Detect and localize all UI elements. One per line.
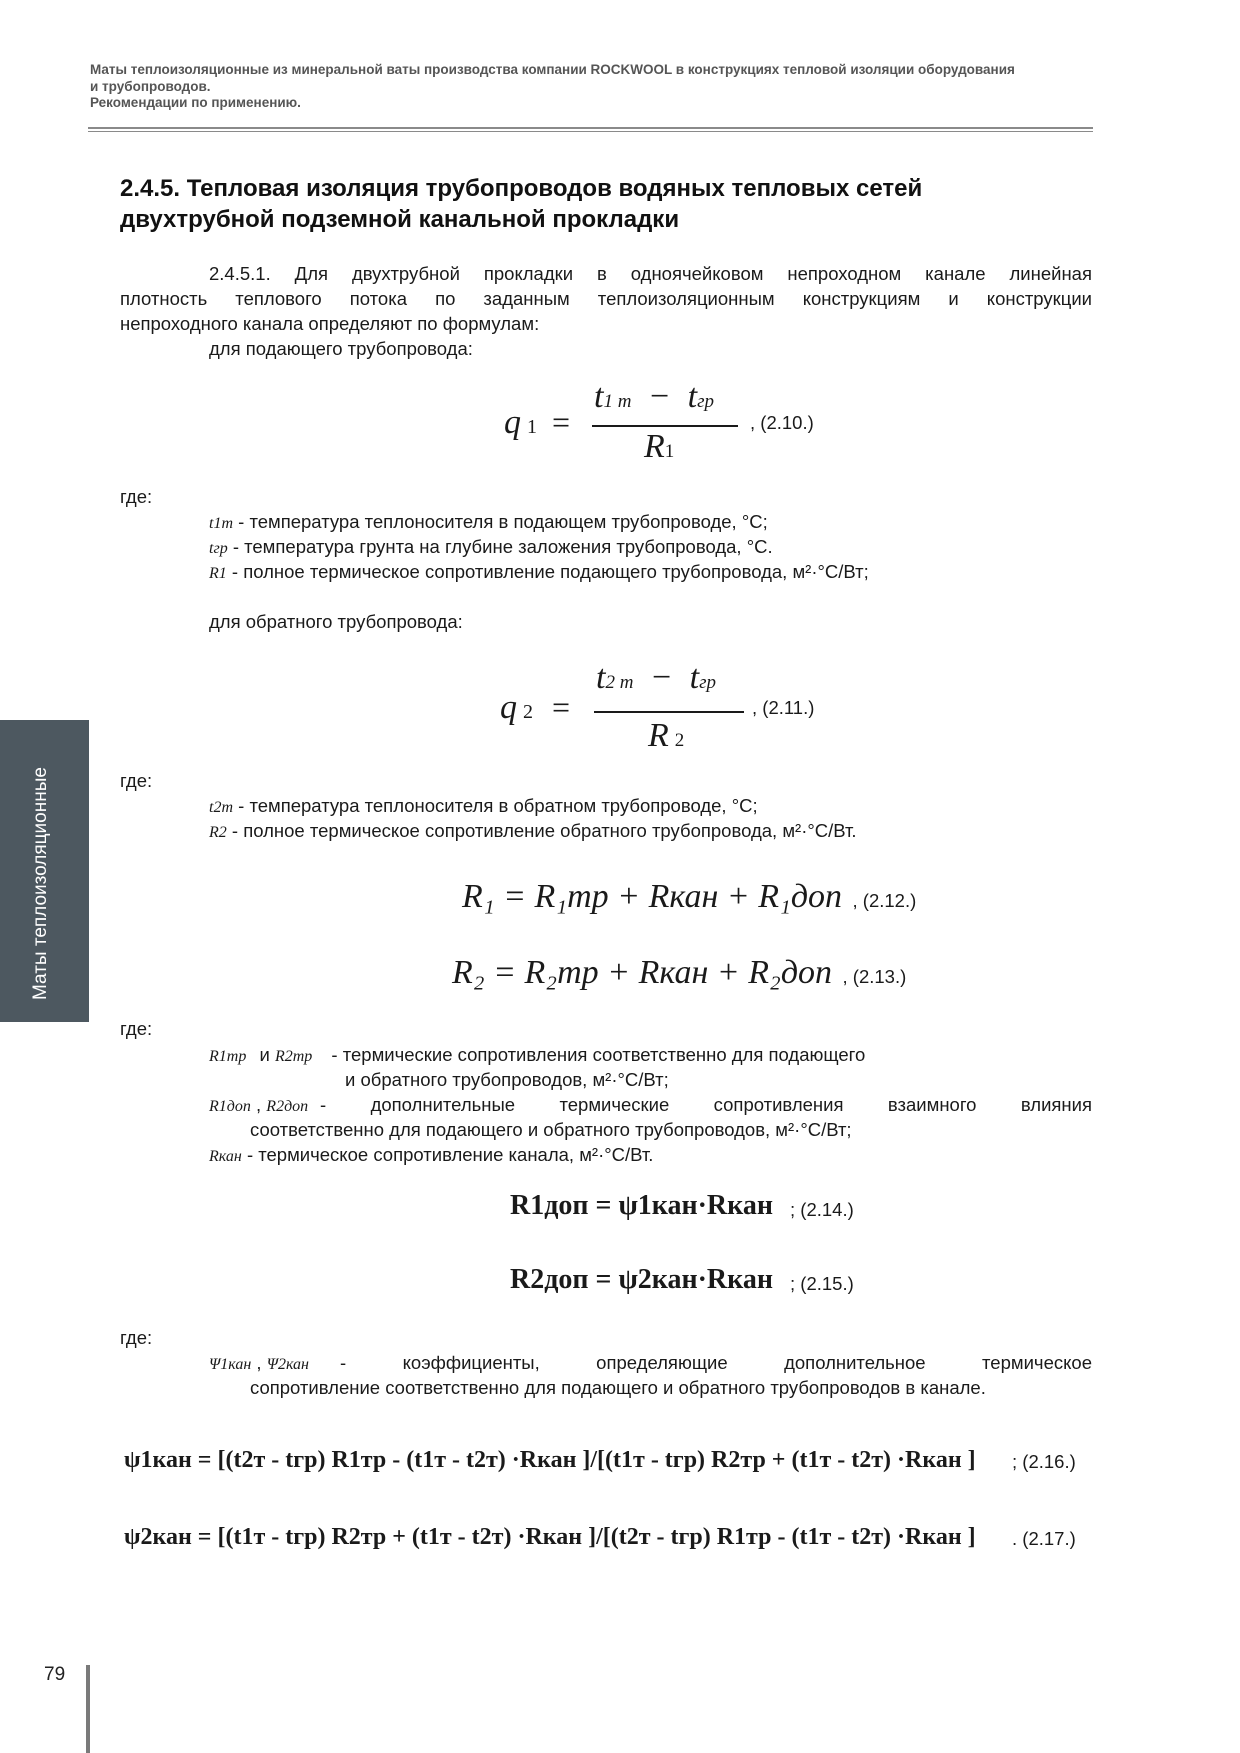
def-psi-comma: , bbox=[256, 1352, 262, 1373]
page-margin-bar bbox=[86, 1665, 90, 1753]
intro-line-2: плотность теплового потока по заданным теплоизоляционным конструкциям и конструкции bbox=[120, 288, 1092, 309]
def-psi1-symbol: Ψ1кан bbox=[209, 1356, 252, 1373]
equation-2-15 bbox=[510, 1264, 773, 1296]
def-r2 bbox=[209, 818, 857, 845]
intro-line-1: 2.4.5.1. Для двухтрубной прокладки в одноячейковом непроходном канале линейная bbox=[209, 263, 1092, 284]
eq-2-11-fraction-bar bbox=[594, 711, 744, 713]
def-tgr-symbol: tгр bbox=[209, 540, 228, 557]
def-r-tr-and: и bbox=[259, 1044, 270, 1065]
running-header bbox=[90, 62, 1090, 112]
equation-2-10 bbox=[500, 370, 860, 480]
def-r-tr-cont: и обратного трубопроводов, м²·°С/Вт; bbox=[345, 1069, 669, 1090]
eq-2-11-equals: = bbox=[552, 689, 571, 725]
eq-2-14-formula: R1доп = ψ1кан·Rкан bbox=[510, 1190, 773, 1221]
def-psi2-symbol: Ψ2кан bbox=[266, 1356, 309, 1373]
def-r-tr-text: - термические сопротивления соответственно для подающего bbox=[331, 1044, 866, 1065]
def-r-kan bbox=[209, 1142, 653, 1169]
eq-2-11-lhs: q 2 bbox=[500, 689, 533, 726]
eq-2-16-formula: ψ1кан = [(t2т - tгр) R1тр - (t1т - t2т) ·Rкан ]/[(t1т - tгр) R2тр + (t1т - t2т) ·Rкан ] bbox=[124, 1447, 976, 1473]
equation-2-13 bbox=[452, 954, 906, 992]
def-r1tr-symbol: R1тр bbox=[209, 1048, 247, 1065]
def-r-tr bbox=[209, 1042, 865, 1069]
def-r1-symbol: R1 bbox=[209, 565, 227, 582]
side-chapter-label: Маты теплоизоляционные bbox=[30, 767, 51, 1000]
where-label-1: где: bbox=[120, 486, 153, 507]
eq-2-10-fraction-bar bbox=[592, 425, 738, 427]
eq-2-10-lhs: q 1 bbox=[504, 404, 537, 441]
eq-2-16-number: ; (2.16.) bbox=[1012, 1451, 1076, 1472]
eq-2-11-numerator: t2 т − tгр bbox=[596, 659, 716, 696]
def-r1-text: - полное термическое сопротивление подающего трубопровода, м²·°С/Вт; bbox=[231, 561, 869, 582]
def-r1dop-symbol: R1доп bbox=[209, 1098, 251, 1115]
eq-2-14-number: ; (2.14.) bbox=[790, 1199, 854, 1220]
return-label: для обратного трубопровода: bbox=[209, 611, 463, 632]
equation-2-16 bbox=[124, 1447, 1004, 1474]
def-psi-text: - коэффициенты, определяющие дополнительное термическое bbox=[340, 1352, 1092, 1373]
section-title bbox=[120, 173, 1120, 235]
page-number: 79 bbox=[44, 1664, 66, 1685]
equation-2-17 bbox=[124, 1524, 1004, 1551]
eq-2-17-formula: ψ2кан = [(t1т - tгр) R2тр + (t1т - t2т) ·Rкан ]/[(t2т - tгр) R1тр - (t1т - t2т) ·Rкан ] bbox=[124, 1524, 976, 1550]
def-t1m-symbol: t1т bbox=[209, 515, 233, 532]
header-line-3: Рекомендации по применению. bbox=[90, 95, 301, 110]
where-label-4: где: bbox=[120, 1327, 153, 1348]
header-line-2: и трубопроводов. bbox=[90, 78, 211, 94]
header-rule-thin bbox=[88, 131, 1093, 132]
def-t2m-text: - температура теплоносителя в обратном трубопроводе, °С; bbox=[238, 795, 758, 816]
header-line-1: Маты теплоизоляционные из минеральной ваты производства компании ROCKWOOL в конструкциях тепловой изоляции оборудования bbox=[90, 62, 1015, 77]
intro-line-3: непроходного канала определяют по формулам: bbox=[120, 313, 540, 334]
eq-2-15-formula: R2доп = ψ2кан·Rкан bbox=[510, 1264, 773, 1295]
def-tgr bbox=[209, 534, 773, 561]
eq-2-12-number: , (2.12.) bbox=[852, 890, 917, 911]
def-psi bbox=[209, 1350, 309, 1377]
header-rule bbox=[88, 127, 1093, 129]
eq-2-17-number: . (2.17.) bbox=[1012, 1528, 1076, 1549]
supply-label: для подающего трубопровода: bbox=[209, 338, 473, 359]
where-label-2: где: bbox=[120, 770, 153, 791]
def-r-dop-comma: , bbox=[256, 1094, 262, 1115]
def-t1m-text: - температура теплоносителя в подающем трубопроводе, °С; bbox=[238, 511, 768, 532]
eq-2-10-number: , (2.10.) bbox=[750, 412, 814, 433]
eq-2-15-number: ; (2.15.) bbox=[790, 1273, 854, 1294]
def-psi-cont: сопротивление соответственно для подающего и обратного трубопроводов в канале. bbox=[250, 1377, 986, 1398]
equation-2-11 bbox=[500, 655, 860, 765]
def-t2m-symbol: t2т bbox=[209, 799, 233, 816]
equation-2-14 bbox=[510, 1190, 773, 1222]
def-r2tr-symbol: R2тр bbox=[274, 1048, 313, 1065]
def-r2-text: - полное термическое сопротивление обратного трубопровода, м²·°С/Вт. bbox=[231, 820, 857, 841]
def-tgr-text: - температура грунта на глубине заложения трубопровода, °С. bbox=[232, 536, 773, 557]
eq-2-10-denominator: R1 bbox=[644, 428, 675, 465]
def-r-dop-cont: соответственно для подающего и обратного трубопроводов, м²·°С/Вт; bbox=[250, 1119, 852, 1140]
def-r2dop-symbol: R2доп bbox=[266, 1098, 309, 1115]
def-r1 bbox=[209, 559, 869, 586]
section-title-line-2: двухтрубной подземной канальной прокладки bbox=[120, 206, 680, 233]
eq-2-13-formula: R₂ = R₂тр + Rкан + R₂доп bbox=[452, 954, 833, 991]
def-r2-symbol: R2 bbox=[209, 824, 227, 841]
eq-2-13-number: , (2.13.) bbox=[842, 966, 907, 987]
where-label-3: где: bbox=[120, 1018, 153, 1039]
equation-2-12 bbox=[462, 878, 916, 916]
eq-2-11-denominator: R 2 bbox=[648, 717, 685, 754]
def-t2m bbox=[209, 793, 758, 820]
def-r-dop-text: - дополнительные термические сопротивления взаимного влияния bbox=[320, 1094, 1092, 1115]
eq-2-11-number: , (2.11.) bbox=[752, 697, 815, 718]
def-r-kan-text: - термическое сопротивление канала, м²·°С/Вт. bbox=[246, 1144, 654, 1165]
eq-2-12-formula: R₁ = R₁тр + Rкан + R₁доп bbox=[462, 878, 843, 915]
def-rkan-symbol: Rкан bbox=[209, 1148, 242, 1165]
eq-2-10-equals: = bbox=[552, 404, 571, 440]
eq-2-10-numerator: t1 т − tгр bbox=[594, 378, 714, 415]
section-title-line-1: 2.4.5. Тепловая изоляция трубопроводов водяных тепловых сетей bbox=[120, 175, 923, 202]
def-t1m bbox=[209, 509, 768, 536]
